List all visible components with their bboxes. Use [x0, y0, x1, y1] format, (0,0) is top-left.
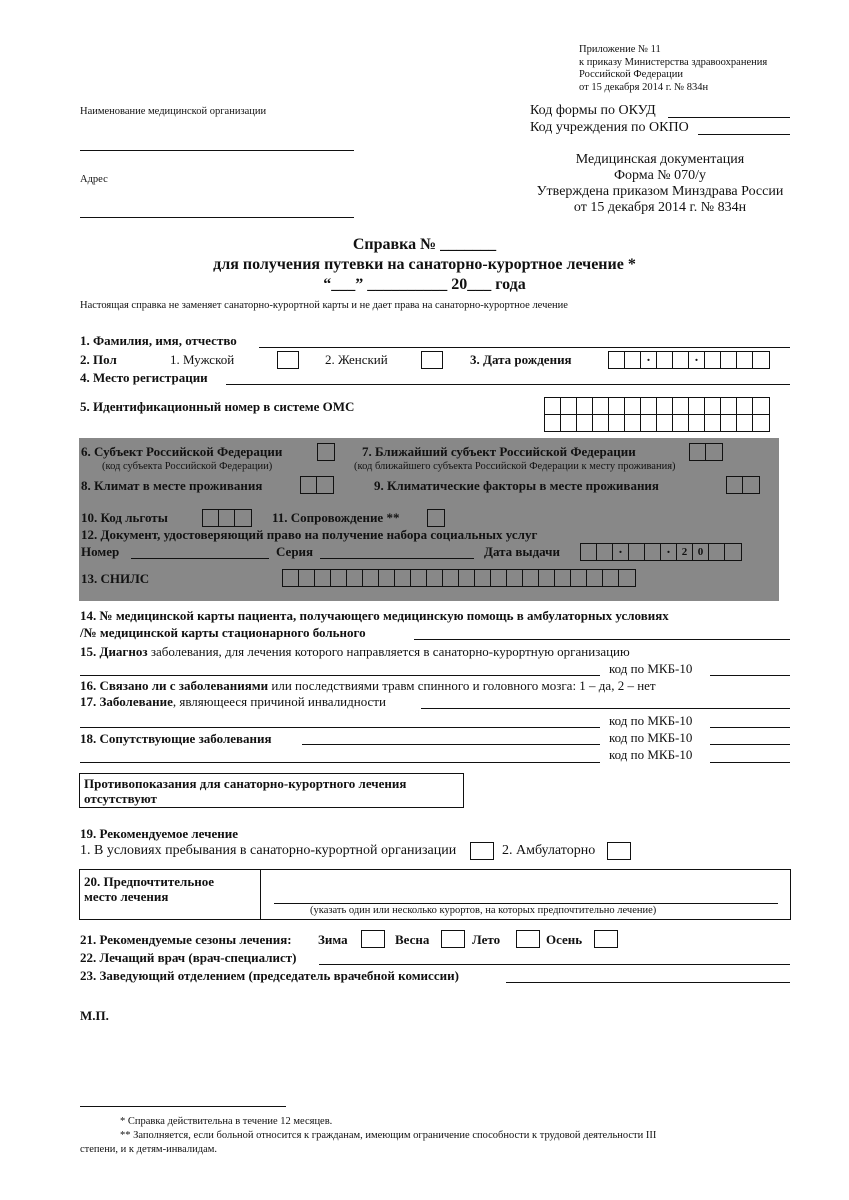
field-14-label-b: /№ медицинской карты стационарного больного — [80, 625, 366, 640]
issue-date-label: Дата выдачи — [484, 544, 560, 559]
field-19-label: 19. Рекомендуемое лечение — [80, 826, 238, 841]
field-15-bold: 15. Диагноз — [80, 644, 148, 659]
field-8-cells[interactable] — [300, 476, 334, 494]
field-6-sub: (код субъекта Российской Федерации) — [102, 461, 273, 472]
summer-checkbox[interactable] — [516, 930, 540, 948]
autumn-label: Осень — [546, 932, 583, 947]
footnote-divider — [80, 1106, 286, 1107]
field-7-label: 7. Ближайший субъект Российской Федерации — [362, 444, 636, 459]
field-20-input[interactable] — [274, 903, 778, 904]
field-15-input[interactable] — [80, 675, 600, 676]
contra-line1: Противопоказания для санаторно-курортного лечения — [84, 776, 407, 791]
field-17-bold: 17. Заболевание — [80, 694, 173, 709]
appendix-line: Приложение № 11 — [579, 44, 661, 55]
snils-cells[interactable] — [282, 569, 636, 587]
field-10-label: 10. Код льготы — [81, 510, 168, 525]
series-field[interactable] — [320, 558, 474, 559]
contra-line2: отсутствуют — [84, 791, 157, 806]
field-4-label: 4. Место регистрации — [80, 370, 208, 385]
field-6-cell[interactable] — [317, 443, 335, 461]
address-line[interactable] — [80, 217, 354, 218]
birthdate-cells[interactable]: . . — [608, 351, 770, 369]
field-14-input[interactable] — [414, 639, 790, 640]
summer-label: Лето — [472, 932, 501, 947]
mkb-label-18a: код по МКБ-10 — [609, 730, 693, 745]
spring-label: Весна — [395, 932, 430, 947]
med-doc: Медицинская документация — [575, 152, 745, 167]
number-field[interactable] — [131, 558, 269, 559]
f19-opt2-checkbox[interactable] — [607, 842, 631, 860]
field-5-label: 5. Идентификационный номер в системе ОМС — [80, 399, 355, 414]
field-18-input-2[interactable] — [80, 762, 600, 763]
field-12-label: 12. Документ, удостоверяющий право на получение набора социальных услуг — [81, 527, 538, 542]
field-9-cells[interactable] — [726, 476, 760, 494]
field-16-rest: или последствиями травм спинного и головного мозга: 1 – да, 2 – нет — [268, 678, 656, 693]
winter-label: Зима — [318, 932, 348, 947]
field-3-label: 3. Дата рождения — [470, 352, 572, 367]
issue-date-cells[interactable]: . . 2 0 — [580, 543, 742, 561]
year-digit: 2 — [677, 544, 693, 560]
appendix-line: Российской Федерации — [579, 69, 683, 80]
field-20-box — [79, 869, 791, 920]
field-17-rest: , являющееся причиной инвалидности — [172, 694, 386, 709]
field-4-input[interactable] — [226, 384, 790, 385]
field-22-label: 22. Лечащий врач (врач-специалист) — [80, 950, 297, 965]
field-6-label: 6. Субъект Российской Федерации — [81, 444, 283, 459]
field-17-input[interactable] — [421, 708, 790, 709]
oms-cells-row2[interactable] — [544, 414, 770, 432]
field-11-cell[interactable] — [427, 509, 445, 527]
appendix-line: к приказу Министерства здравоохранения — [579, 56, 768, 68]
mkb-field-15[interactable] — [710, 675, 790, 676]
approved-date: от 15 декабря 2014 г. № 834н — [573, 200, 747, 215]
mkb-label-18b: код по МКБ-10 — [609, 747, 693, 762]
field-20-line1: 20. Предпочтительное — [84, 874, 214, 889]
appendix-line: от 15 декабря 2014 г. № 834н — [579, 81, 709, 93]
field-18-label: 18. Сопутствующие заболевания — [80, 731, 272, 746]
spring-checkbox[interactable] — [441, 930, 465, 948]
contraindications-box — [79, 773, 464, 808]
title-line2: для получения путевки на санаторно-курортное лечение * — [213, 256, 636, 273]
field-10-cells[interactable] — [202, 509, 252, 527]
form-number: Форма № 070/у — [613, 168, 707, 183]
field-18-input[interactable] — [302, 744, 600, 745]
title-note: Настоящая справка не заменяет санаторно-курортной карты и не дает права на санаторно-курортное лечение — [80, 300, 568, 311]
field-15-label — [80, 644, 630, 660]
male-checkbox[interactable] — [277, 351, 299, 369]
male-label: 1. Мужской — [170, 352, 235, 367]
field-23-input[interactable] — [506, 982, 790, 983]
field-17-input-2[interactable] — [80, 727, 600, 728]
okud-label: Код формы по ОКУД — [530, 103, 656, 118]
f19-opt1-checkbox[interactable] — [470, 842, 494, 860]
field-20-line2: место лечения — [84, 889, 169, 904]
field-7-sub: (код ближайшего субъекта Российской Федерации к месту проживания) — [354, 461, 676, 472]
field-22-input[interactable] — [319, 964, 790, 965]
mkb-field-17[interactable] — [710, 727, 790, 728]
field-13-label: 13. СНИЛС — [81, 571, 150, 586]
okud-field[interactable] — [668, 117, 790, 118]
stamp-label: М.П. — [80, 1008, 109, 1023]
org-label: Наименование медицинской организации — [80, 106, 267, 117]
footnote-1: * Справка действительна в течение 12 месяцев. — [120, 1116, 333, 1127]
title-line1: Справка № _______ — [352, 236, 497, 253]
field-1-input[interactable] — [259, 347, 790, 348]
mkb-label-15: код по МКБ-10 — [609, 661, 693, 676]
field-16-bold: 16. Связано ли с заболеваниями — [80, 678, 269, 693]
year-digit: 0 — [693, 544, 709, 560]
field-20-label — [84, 874, 214, 904]
field-20-hint: (указать один или несколько курортов, на которых предпочтительно лечение) — [310, 905, 657, 916]
mkb-field-18a[interactable] — [710, 744, 790, 745]
field-16-label — [80, 678, 656, 694]
winter-checkbox[interactable] — [361, 930, 385, 948]
series-label: Серия — [276, 544, 314, 559]
org-line[interactable] — [80, 150, 354, 151]
mkb-label-17: код по МКБ-10 — [609, 713, 693, 728]
okpo-field[interactable] — [698, 134, 790, 135]
field-7-cells[interactable] — [689, 443, 723, 461]
field-17-label — [80, 694, 386, 710]
field-1-label: 1. Фамилия, имя, отчество — [80, 333, 237, 348]
field-23-label: 23. Заведующий отделением (председатель врачебной комиссии) — [80, 968, 459, 983]
footnote-2-cont: степени, и к детям-инвалидам. — [80, 1144, 218, 1155]
okpo-label: Код учреждения по ОКПО — [530, 120, 689, 135]
female-checkbox[interactable] — [421, 351, 443, 369]
title-date: “___” __________ 20___ года — [323, 276, 526, 293]
field-2-label: 2. Пол — [80, 352, 117, 367]
approved: Утверждена приказом Минздрава России — [536, 184, 784, 199]
female-label: 2. Женский — [325, 352, 388, 367]
number-label: Номер — [81, 544, 120, 559]
appendix-block — [579, 44, 767, 94]
field-8-label: 8. Климат в месте проживания — [81, 478, 263, 493]
address-label: Адрес — [80, 174, 108, 185]
field-14-label: 14. № медицинской карты пациента, получающего медицинскую помощь в амбулаторных условиях — [80, 608, 669, 623]
f19-opt2-label: 2. Амбулаторно — [502, 843, 596, 858]
f19-opt1-label: 1. В условиях пребывания в санаторно-курортной организации — [80, 843, 457, 858]
field-11-label: 11. Сопровождение ** — [272, 510, 400, 525]
field-21-label: 21. Рекомендуемые сезоны лечения: — [80, 932, 292, 947]
form-info — [530, 152, 790, 216]
field-15-rest: заболевания, для лечения которого направляется в санаторно-курортную организацию — [147, 644, 630, 659]
field-20-divider — [260, 870, 261, 919]
field-9-label: 9. Климатические факторы в месте проживания — [374, 478, 659, 493]
footnote-2: ** Заполняется, если больной относится к гражданам, имеющим ограничение способности к трудовой деятельности III — [120, 1130, 657, 1141]
autumn-checkbox[interactable] — [594, 930, 618, 948]
mkb-field-18b[interactable] — [710, 762, 790, 763]
oms-cells-row1[interactable] — [544, 397, 770, 415]
